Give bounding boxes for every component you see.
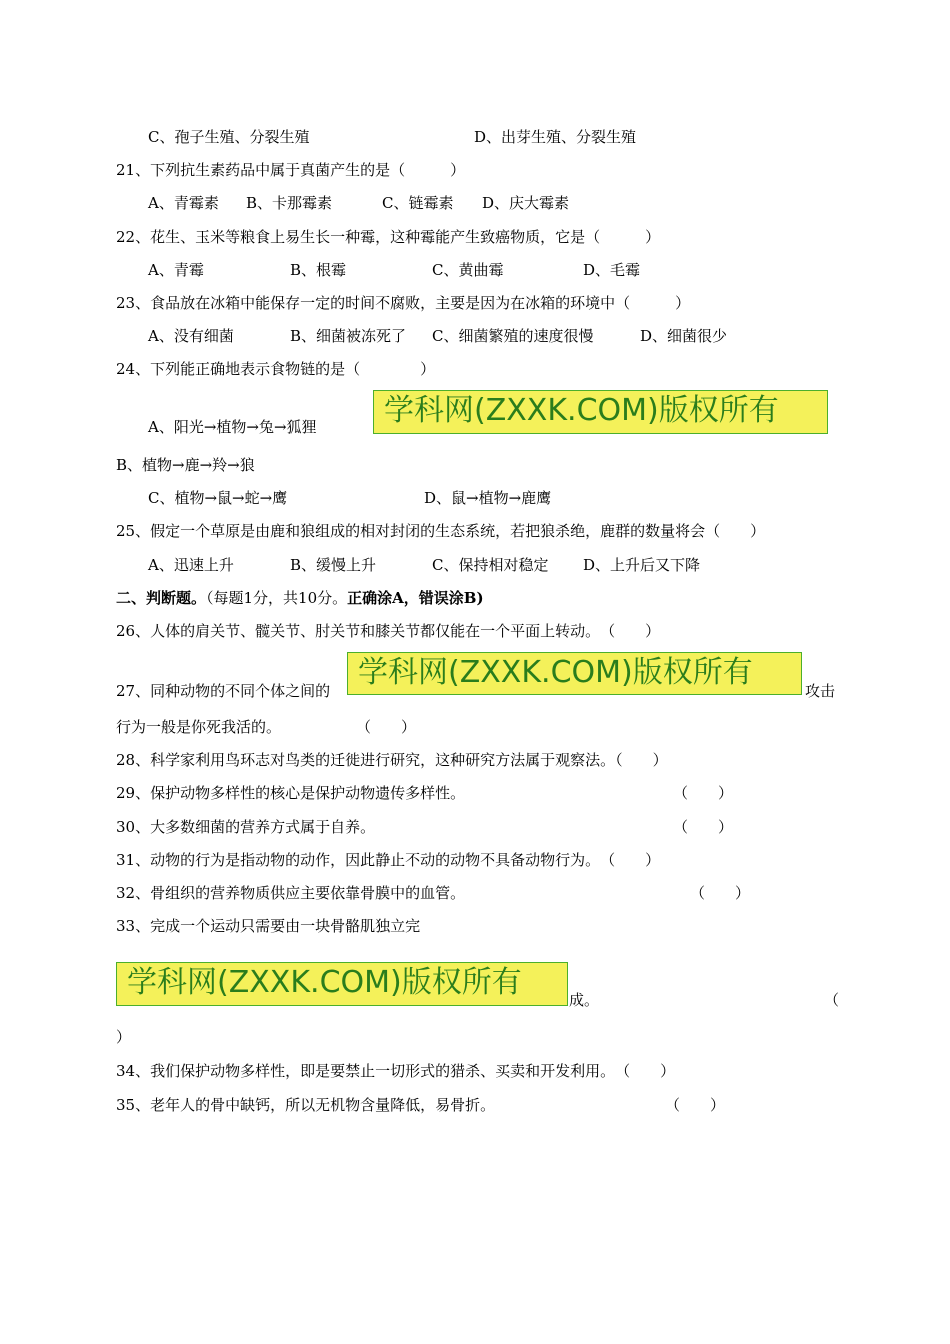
q25-stem: 25、假定一个草原是由鹿和狼组成的相对封闭的生态系统，若把狼杀绝，鹿群的数量将会（ ） — [116, 522, 766, 540]
q27-part-b: 攻击 — [805, 682, 836, 700]
q21-stem: 21、下列抗生素药品中属于真菌产生的是（ ） — [116, 161, 466, 179]
q27-part-a: 27、同种动物的不同个体之间的 — [116, 682, 331, 700]
q24-option-a: A、阳光→植物→兔→狐狸 — [148, 418, 317, 436]
q22-option-d: D、毛霉 — [583, 261, 641, 279]
q20-option-c: C、孢子生殖、分裂生殖 — [148, 128, 310, 146]
watermark-banner-2: 学科网(ZXXK.COM)版权所有 — [347, 652, 802, 695]
q21-option-c: C、链霉素 — [382, 194, 454, 212]
q24-option-c: C、植物→鼠→蛇→鹰 — [148, 489, 288, 507]
watermark-banner-1: 学科网(ZXXK.COM)版权所有 — [373, 390, 828, 434]
q33-part-b: 成。 — [569, 991, 600, 1009]
q21-option-b: B、卡那霉素 — [246, 194, 333, 212]
q22-option-b: B、根霉 — [290, 261, 347, 279]
q23-stem: 23、食品放在冰箱中能保存一定的时间不腐败，主要是因为在冰箱的环境中（ ） — [116, 294, 691, 312]
q29: 29、保护动物多样性的核心是保护动物遗传多样性。 — [116, 784, 466, 802]
q33-part-a: 33、完成一个运动只需要由一块骨骼肌独立完 — [116, 917, 421, 935]
q23-option-d: D、细菌很少 — [640, 327, 728, 345]
q21-option-a: A、青霉素 — [148, 194, 219, 212]
q29-paren: （ ） — [673, 784, 734, 802]
q22-option-a: A、青霉 — [148, 261, 204, 279]
q27-part-c: 行为一般是你死我活的。 （ ） — [116, 718, 417, 736]
q24-stem: 24、下列能正确地表示食物链的是（ ） — [116, 360, 436, 378]
q32: 32、骨组织的营养物质供应主要依靠骨膜中的血管。 — [116, 884, 466, 902]
q22-option-c: C、黄曲霉 — [432, 261, 504, 279]
q26: 26、人体的肩关节、髋关节、肘关节和膝关节都仅能在一个平面上转动。 （ ） — [116, 622, 661, 640]
q31: 31、动物的行为是指动物的动作，因此静止不动的动物不具备动物行为。 （ ） — [116, 851, 661, 869]
q24-option-b: B、植物→鹿→羚→狼 — [116, 456, 255, 474]
q21-option-d: D、庆大霉素 — [482, 194, 570, 212]
q25-option-c: C、保持相对稳定 — [432, 556, 549, 574]
q24-option-d: D、鼠→植物→鹿鹰 — [424, 489, 552, 507]
q28: 28、科学家利用鸟环志对鸟类的迁徙进行研究，这种研究方法属于观察法。（ ） — [116, 751, 668, 769]
q30: 30、大多数细菌的营养方式属于自养。 — [116, 818, 376, 836]
q23-option-b: B、细菌被冻死了 — [290, 327, 407, 345]
q23-option-a: A、没有细菌 — [148, 327, 234, 345]
q22-stem: 22、花生、玉米等粮食上易生长一种霉，这种霉能产生致癌物质，它是（ ） — [116, 228, 661, 246]
section-rule: 正确涂A，错误涂B) — [347, 589, 484, 607]
q20-option-d: D、出芽生殖、分裂生殖 — [474, 128, 637, 146]
section-title: 二、判断题。 — [116, 589, 207, 607]
section-note: （每题1分，共10分。 — [206, 589, 348, 607]
q33-paren-close: ） — [116, 1028, 132, 1046]
q34: 34、我们保护动物多样性，即是要禁止一切形式的猎杀、买卖和开发利用。 （ ） — [116, 1062, 676, 1080]
q30-paren: （ ） — [673, 818, 734, 836]
q35-paren: （ ） — [665, 1096, 726, 1114]
q25-option-d: D、上升后又下降 — [583, 556, 701, 574]
q25-option-a: A、迅速上升 — [148, 556, 234, 574]
q25-option-b: B、缓慢上升 — [290, 556, 377, 574]
watermark-banner-3: 学科网(ZXXK.COM)版权所有 — [116, 962, 568, 1006]
q33-paren-open: （ — [824, 991, 840, 1009]
q35: 35、老年人的骨中缺钙，所以无机物含量降低，易骨折。 — [116, 1096, 496, 1114]
section-heading — [116, 588, 484, 608]
q32-paren: （ ） — [690, 884, 751, 902]
q23-option-c: C、细菌繁殖的速度很慢 — [432, 327, 594, 345]
